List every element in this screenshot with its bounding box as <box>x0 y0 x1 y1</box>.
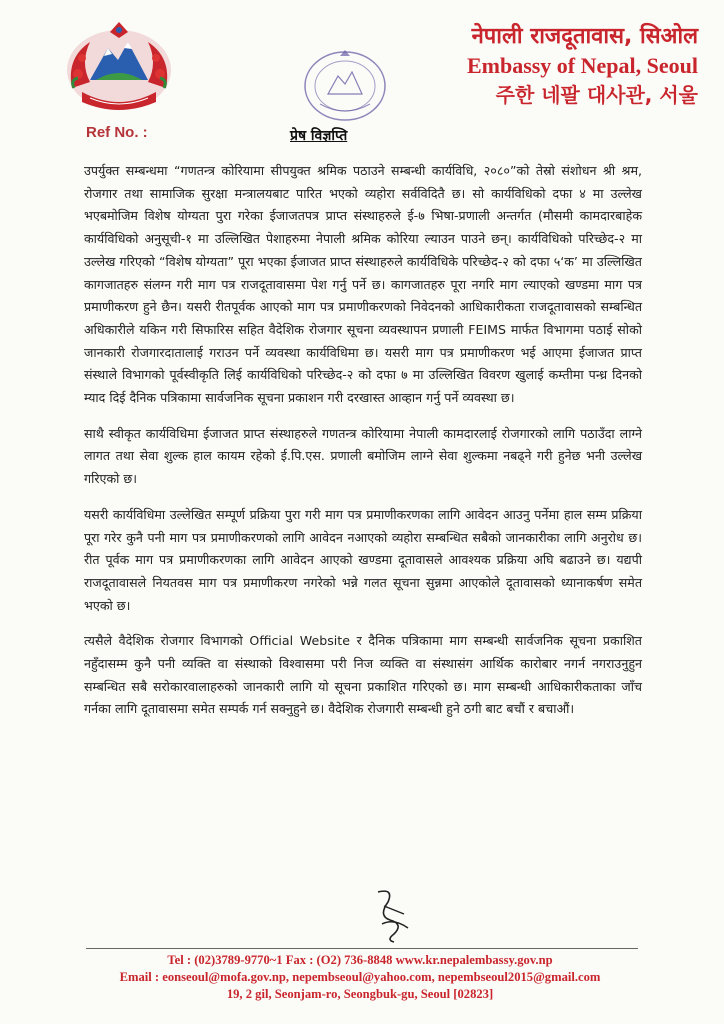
letter-body <box>84 160 642 734</box>
embassy-seal-icon <box>300 44 390 124</box>
embassy-name-english: Embassy of Nepal, Seoul <box>466 53 698 78</box>
footer-contact <box>60 952 660 1003</box>
embassy-name-korean: 주한 네팔 대사관, 서울 <box>495 83 698 107</box>
footer-address: 19, 2 gil, Seonjam-ro, Seongbuk-gu, Seoul [02823] <box>226 987 494 1001</box>
footer-email: Email : eonseoul@mofa.gov.np, nepembseoul@yahoo.com, nepembseoul2015@gmail.com <box>119 970 601 984</box>
paragraph: यसरी कार्यविधिमा उल्लेखित सम्पूर्ण प्रक्रिया पुरा गरी माग पत्र प्रमाणीकरणका लागि आवेदन आउनु पर्नेमा हाल सम्म प्रक्रिया पूरा गरेर कुनै पनी माग पत्र प्रमाणीकरणको लागि आवेदन नआएको व्यहोरा सम्बन्धित सबैको जानकारीका लागि अनुरोध छ। रीत पूर्वक माग पत्र प्रमाणीकरणका लागि आवेदन आएको खण्डमा दूतावासले आवश्यक प्रक्रिया अघि बढाउने छ। यद्यपी राजदूतावासले नियतवस माग पत्र प्रमाणीकरण नगरेको भन्ने गलत सूचना सुन्नमा आएकोले दूतावासको ध्यानाकर्षण समेत भएको छ। <box>84 506 642 613</box>
paragraph: साथै स्वीकृत कार्यविधिमा ईजाजत प्राप्त संस्थाहरुले गणतन्त्र कोरियामा नेपाली कामदारलाई रोजगारको लागि पठाउँदा लाग्ने लागत तथा सेवा शुल्क हाल कायम रहेको ई.पि.एस. प्रणाली बमोजिम लाग्ने सेवा शुल्कमा नबढ्ने गरी हुनेछ भनी उल्लेख गरिएको छ। <box>84 425 642 487</box>
nepal-emblem-icon <box>60 18 178 118</box>
press-release-title: प्रेष विज्ञप्ति <box>290 128 348 144</box>
embassy-letterhead <box>378 22 698 110</box>
signature-icon <box>364 884 416 944</box>
paragraph: त्यसैले वैदेशिक रोजगार विभागको Official Website र दैनिक पत्रिकामा माग सम्बन्धी सार्वजनिक सूचना प्रकाशित नहुँदासम्म कुनै पनी व्यक्ति वा संस्थाको विश्वासमा परी निज व्यक्ति वा संस्थासंग आर्थिक कारोबार नगर्न नगराउनुहुन सम्बन्धित सबै सरोकारवालाहरुको जानकारी लागि यो सूचना प्रकाशित गरिएको छ। माग सम्बन्धी आधिकारीकताका जाँच गर्नका लागि दूतावासमा समेत सम्पर्क गर्न सक्नुहुने छ। वैदेशिक रोजगारी सम्बन्धी हुने ठगी बाट बचौं र बचाऔं। <box>84 633 642 717</box>
footer-phone-fax-web: Tel : (02)3789-9770~1 Fax : (O2) 736-8848 www.kr.nepalembassy.gov.np <box>167 953 553 967</box>
embassy-name-nepali: नेपाली राजदूतावास, सिओल <box>471 24 698 49</box>
ref-number-label: Ref No. : <box>86 124 148 141</box>
footer-divider <box>86 948 638 949</box>
paragraph: उपर्युक्त सम्बन्धमा “गणतन्त्र कोरियामा सीपयुक्त श्रमिक पठाउने सम्बन्धी कार्यविधि, २०८०”को तेस्रो संशोधन श्री श्रम, रोजगार तथा सामाजिक सुरक्षा मन्त्रालयबाट पारित भएको व्यहोरा सर्वविदितै छ। सो कार्यविधिको दफा ४ मा उल्लेख भएबमोजिम विशेष योग्यता पुरा गरेका ईजाजतपत्र प्राप्त संस्थाहरुले ई-७ भिषा-प्रणाली अन्तर्गत (मौसमी कामदारबाहेक कार्यविधिको अनुसूची-१ मा उल्लिखित पेशाहरुमा नेपाली श्रमिक कोरिया ल्याउन पाउने छन्। कार्यविधिको परिच्छेद-२ मा उल्लेख गरिएको “विशेष योग्यता” पूरा भएका ईजाजत प्राप्त संस्थाहरुले कार्यविधिके परिच्छेद-२ को दफा ५‘क’ मा उल्लिखित कागजातहरु संलग्न गरी माग पत्र राजदूतावासमा पेश गर्नु पर्ने छ। कागजातहरु पूरा नगरि माग ल्याएको खण्डमा माग पत्र प्रमाणीकरण हुने छैन। यसरी रीतपूर्वक आएको माग पत्र प्रमाणीकरणको निवेदनको आधिकारीकता राजदूतावासको सम्बन्धित अधिकारीले यकिन गरी सिफारिस सहित वैदेशिक रोजगार सूचना व्यवस्थापन प्रणाली FEIMS मार्फत विभागमा पठाई सोको जानकारी रोजगारदातालाई गराउन पर्ने व्यवस्था कार्यविधिमा छ। यसरी माग पत्र प्रमाणीकरण भई आएमा ईजाजत प्राप्त संस्थाले विभागको पूर्वस्वीकृति लिई कार्यविधिको परिच्छेद-२ को दफा ७ मा उल्लिखित विवरण खुलाई कम्तीमा पन्ध्र दिनको म्याद दिई दैनिक पत्रिकामा सार्वजनिक सूचना प्रकाशन गरी दरखास्त आव्हान गर्नु पर्ने व्यवस्था छ। <box>84 163 642 406</box>
